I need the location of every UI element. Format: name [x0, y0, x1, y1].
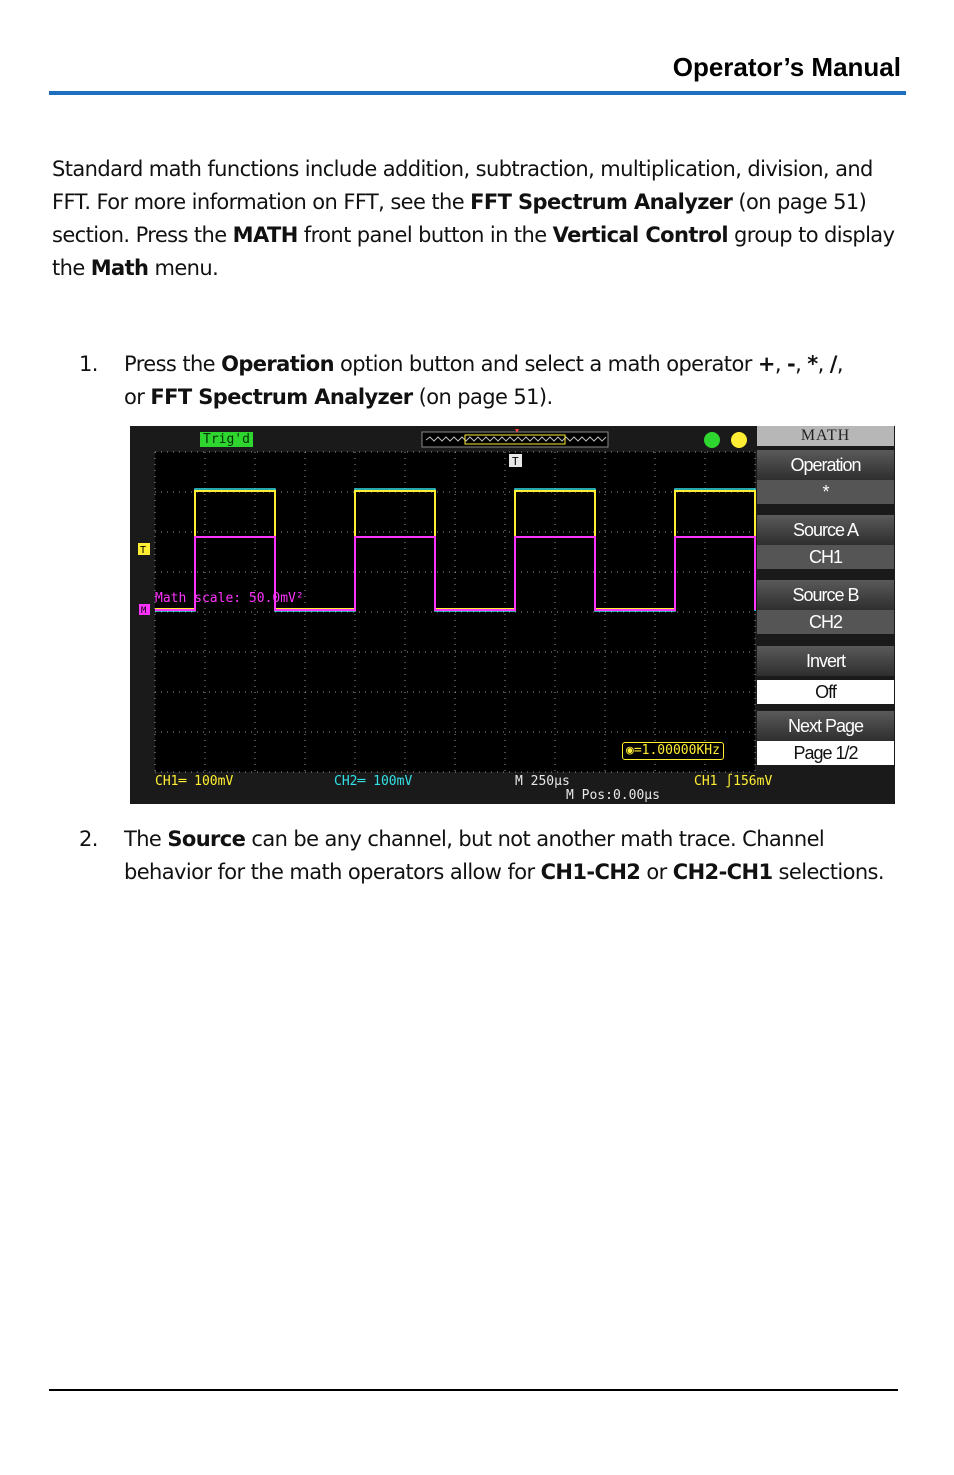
menu-title: MATH	[757, 426, 894, 446]
svg-text:M: M	[141, 606, 147, 616]
menu-item-source-b[interactable]: Source B	[757, 580, 894, 610]
menu-value-page: Page 1/2	[757, 741, 894, 765]
header-rule	[49, 91, 906, 95]
settings-icon	[731, 432, 747, 448]
menu-value-source-a: CH1	[757, 545, 894, 569]
step-number: 2.	[79, 827, 98, 851]
page-header-title: Operator’s Manual	[672, 52, 901, 82]
step-text: The Source can be any channel, but not another math trace. Channel behavior for the math operators allow for CH1-CH2 or CH2-CH1 selections.	[124, 827, 884, 884]
math-scale-label: Math scale: 50.0mV²	[155, 591, 304, 606]
menu-value-invert: Off	[757, 680, 894, 704]
intro-paragraph: Standard math functions include addition, subtraction, multiplication, division, and FFT. For more information on FFT, see the FFT Spectrum Analyzer (on page 51) section. Press the MATH front panel button in the Vertical Control group to display the Math menu.	[52, 157, 895, 280]
ch1-scale-readout: CH1═ 100mV	[155, 774, 234, 789]
svg-text:T: T	[140, 545, 147, 556]
footer-rule	[49, 1389, 898, 1391]
menu-value-operation: *	[757, 480, 894, 504]
menu-value-source-b: CH2	[757, 610, 894, 634]
usb-icon	[704, 432, 720, 448]
trigger-time-letter: T	[512, 455, 519, 468]
step-number: 1.	[79, 352, 98, 376]
menu-item-operation[interactable]: Operation	[757, 450, 894, 480]
oscilloscope-screenshot	[130, 426, 895, 804]
menu-item-next-page[interactable]: Next Page	[757, 711, 894, 741]
trigger-status-badge: Trig'd	[200, 432, 253, 447]
trigger-readout: CH1 ∫156mV	[694, 774, 773, 789]
menu-item-invert[interactable]: Invert	[757, 646, 894, 676]
menu-item-source-a[interactable]: Source A	[757, 515, 894, 545]
timebase-readout: M 250µs	[515, 774, 570, 789]
frequency-readout: ◉=1.00000KHz	[622, 742, 724, 760]
horizontal-position-readout: M Pos:0.00µs	[566, 788, 660, 803]
step-text: Press the Operation option button and select a math operator +, -, *, /, or FFT Spectrum Analyzer (on page 51).	[124, 352, 843, 409]
ch2-scale-readout: CH2═ 100mV	[334, 774, 413, 789]
